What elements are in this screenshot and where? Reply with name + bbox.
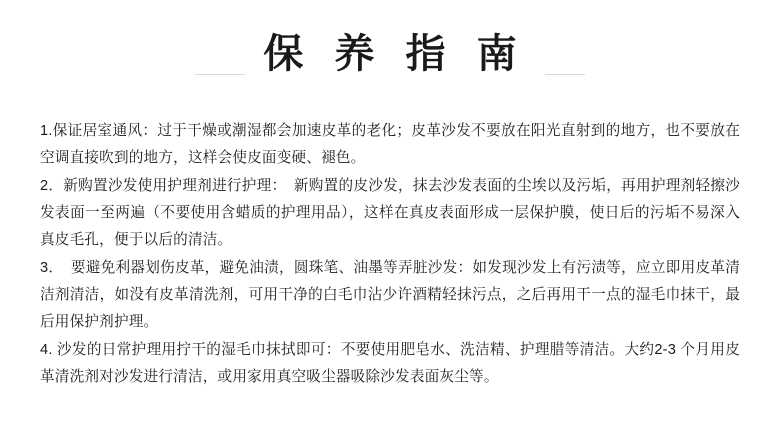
paragraph-1: 1.保证居室通风：过于干燥或潮湿都会加速皮革的老化；皮革沙发不要放在阳光直射到的地方，也不要放在空调直接吹到的地方，这样会使皮面变硬、褪色。	[40, 123, 740, 166]
page-title-text: 保 养 指 南	[245, 26, 544, 82]
document-body	[40, 118, 740, 392]
paragraph-3: 3． 要避免利器划伤皮革，避免油渍，圆珠笔、油墨等弄脏沙发：如发现沙发上有污渍等，应立即用皮革清洁剂清洁，如没有皮革清洗剂，可用干净的白毛巾沾少许酒精轻抹污点，之后再用干一点的湿毛巾抹干，最后用保护剂护理。	[40, 260, 740, 330]
page-title	[0, 26, 780, 82]
paragraph-2: 2．新购置沙发使用护理剂进行护理： 新购置的皮沙发，抹去沙发表面的尘埃以及污垢，再用护理剂轻擦沙发表面一至两遍（不要使用含蜡质的护理用品），这样在真皮表面形成一层保护膜，使日后的污垢不易深入真皮毛孔，便于以后的清洁。	[40, 178, 740, 248]
paragraph-4: 4. 沙发的日常护理用拧干的湿毛巾抹拭即可：不要使用肥皂水、洗洁精、护理腊等清洁。大约2-3 个月用皮革清洗剂对沙发进行清洁，或用家用真空吸尘器吸除沙发表面灰尘等。	[40, 342, 740, 385]
page-title-block	[0, 26, 780, 82]
